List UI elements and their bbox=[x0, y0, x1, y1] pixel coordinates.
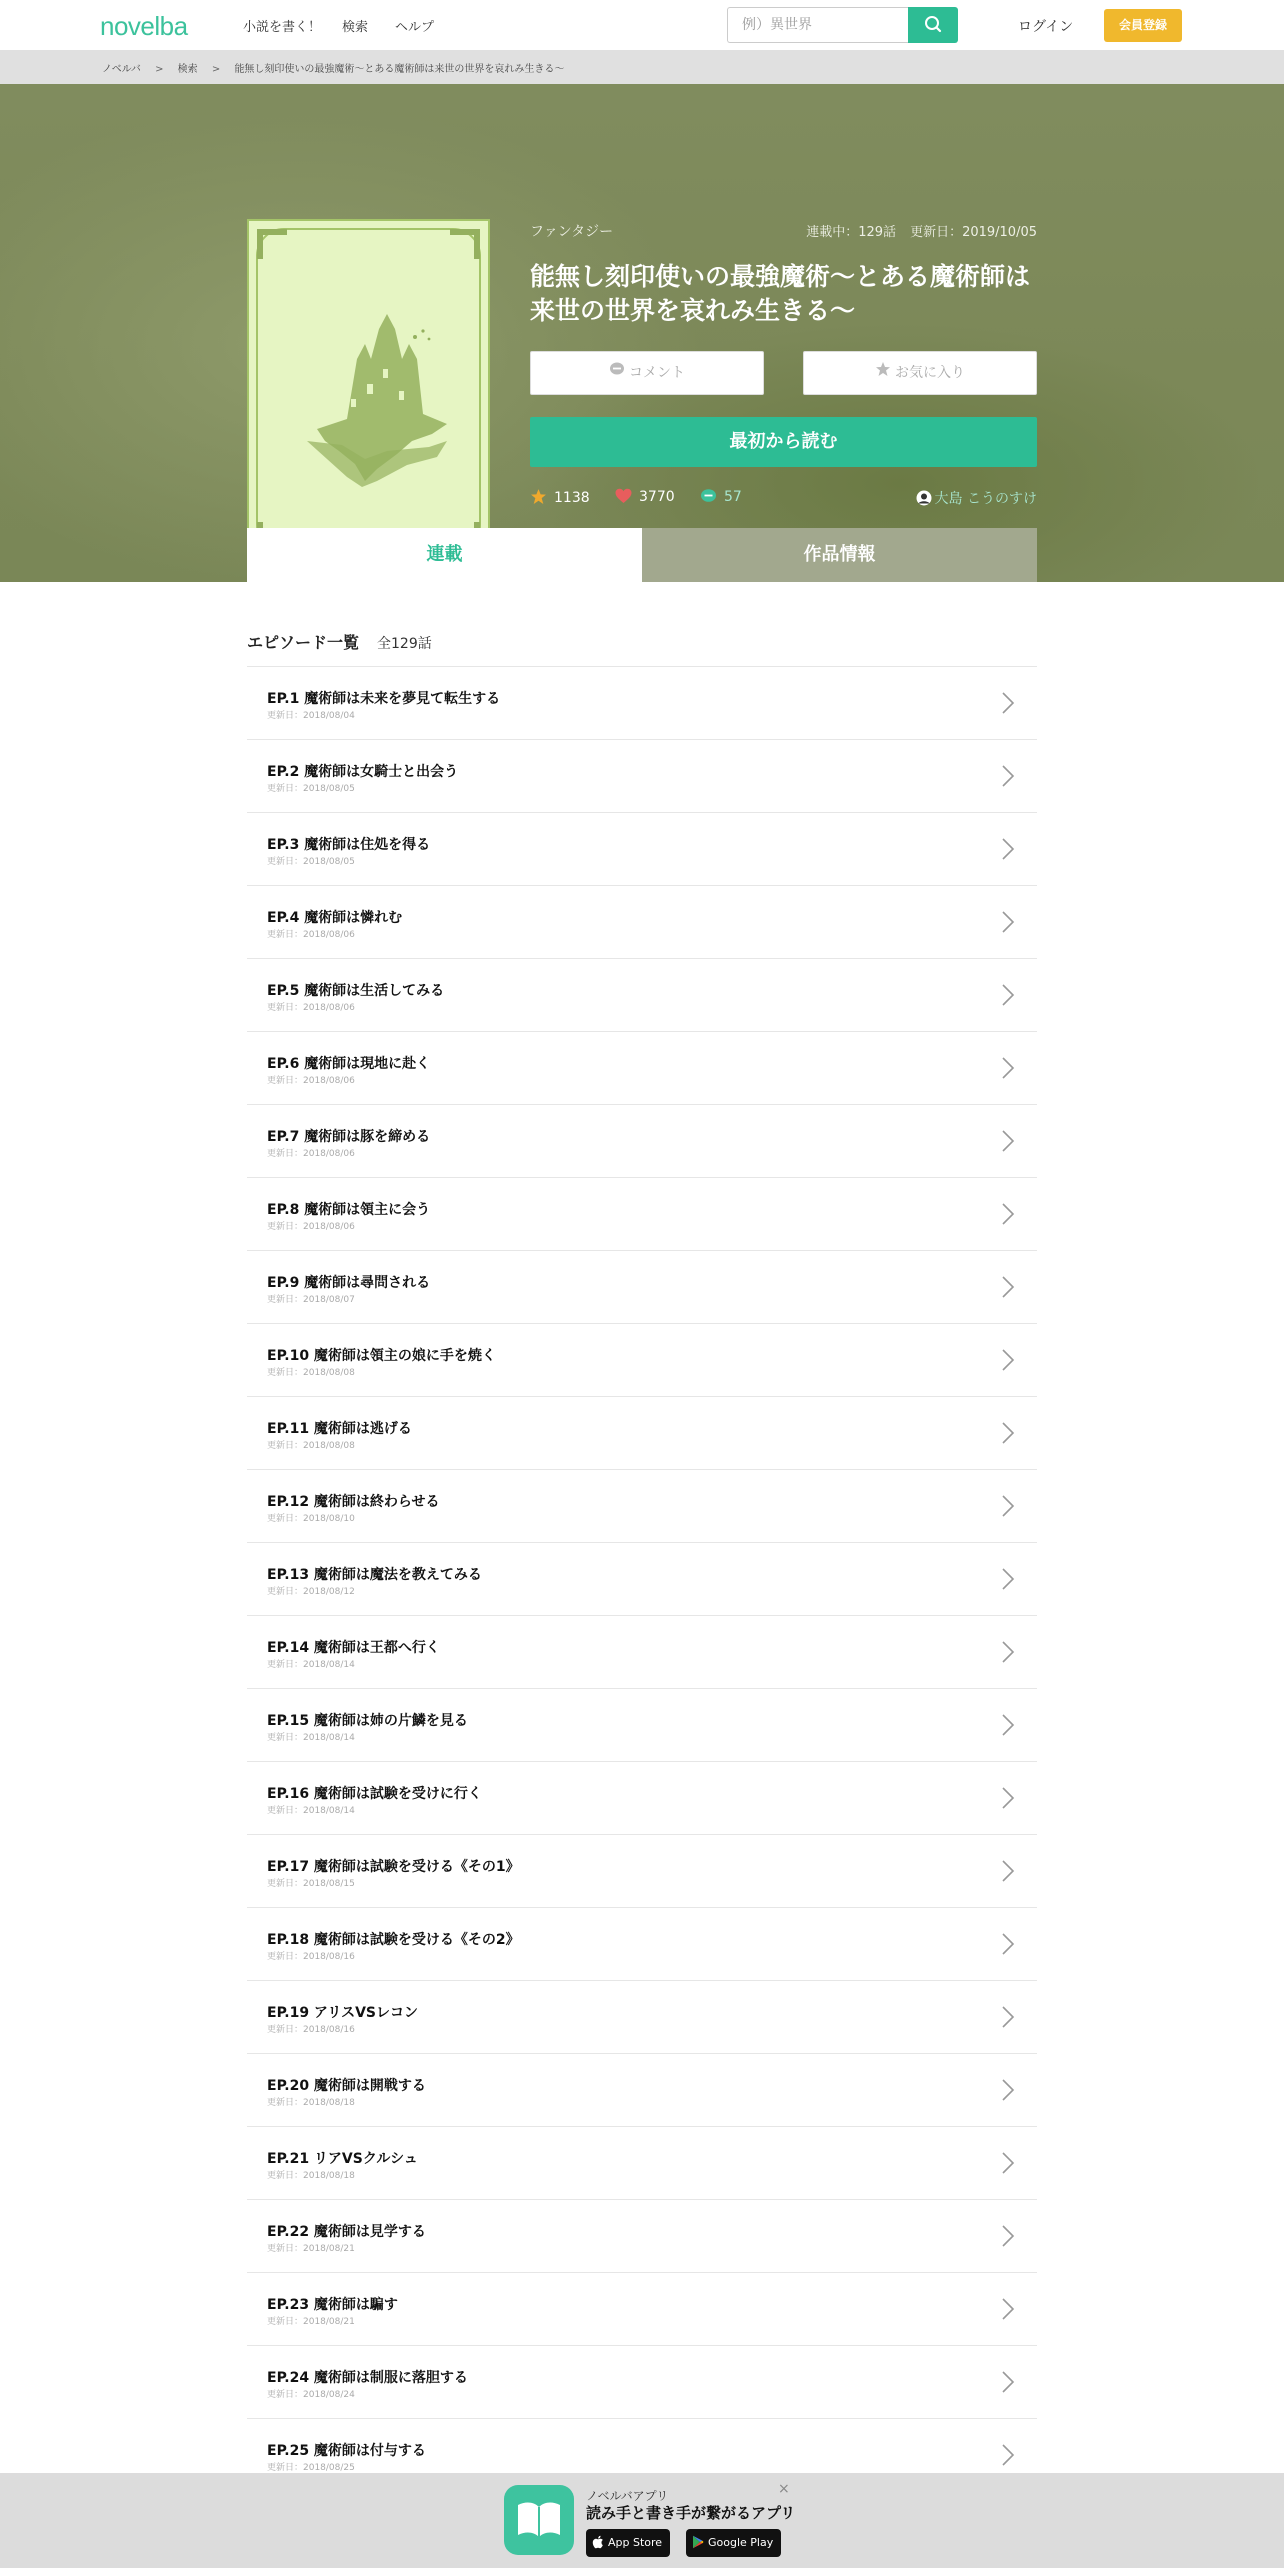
novelba-app-icon[interactable] bbox=[504, 2485, 574, 2555]
episode-list-header bbox=[247, 630, 432, 653]
episode-row[interactable] bbox=[247, 740, 1037, 813]
episode-updated-date: 更新日：2018/08/05 bbox=[267, 857, 355, 867]
episode-updated-date: 更新日：2018/08/14 bbox=[267, 1806, 355, 1816]
genre-label: ファンタジー bbox=[530, 224, 614, 240]
breadcrumb-current: 能無し刻印使いの最強魔術〜とある魔術師は来世の世界を哀れみ生きる〜 bbox=[234, 64, 565, 75]
episode-title: EP.22 魔術師は見学する bbox=[267, 2224, 426, 2240]
serial-status bbox=[800, 221, 1037, 240]
episode-title: EP.20 魔術師は開戦する bbox=[267, 2078, 426, 2094]
episode-updated-date: 更新日：2018/08/10 bbox=[267, 1514, 355, 1524]
work-hero bbox=[0, 84, 1284, 582]
episode-title: EP.1 魔術師は未来を夢見て転生する bbox=[267, 691, 501, 707]
episode-updated-date: 更新日：2018/08/21 bbox=[267, 2244, 355, 2254]
stat-hearts bbox=[615, 488, 675, 508]
updated-date: 更新日：2019/10/05 bbox=[910, 225, 1037, 240]
episode-row[interactable] bbox=[247, 886, 1037, 959]
heart-icon bbox=[615, 488, 632, 508]
author-avatar-icon bbox=[916, 490, 932, 510]
episode-row[interactable] bbox=[247, 1470, 1037, 1543]
chevron-right-icon bbox=[995, 1348, 1019, 1372]
chevron-right-icon bbox=[995, 2078, 1019, 2102]
episode-updated-date: 更新日：2018/08/06 bbox=[267, 1076, 355, 1086]
google-play-label: Google Play bbox=[708, 2536, 774, 2549]
login-link[interactable]: ログイン bbox=[1018, 19, 1074, 35]
breadcrumb-home[interactable]: ノベルバ bbox=[102, 64, 141, 75]
episode-updated-date: 更新日：2018/08/16 bbox=[267, 2025, 355, 2035]
chevron-right-icon bbox=[995, 2224, 1019, 2248]
episode-title: EP.10 魔術師は領主の娘に手を焼く bbox=[267, 1348, 496, 1364]
episode-title: EP.2 魔術師は女騎士と出会う bbox=[267, 764, 459, 780]
comment-button[interactable] bbox=[530, 351, 764, 395]
castle-illustration bbox=[247, 219, 490, 562]
comments-count: 57 bbox=[724, 489, 742, 505]
episode-updated-date: 更新日：2018/08/06 bbox=[267, 1003, 355, 1013]
comment-button-label: コメント bbox=[629, 365, 685, 381]
episode-updated-date: 更新日：2018/08/25 bbox=[267, 2463, 355, 2473]
episode-row[interactable] bbox=[247, 1616, 1037, 1689]
episode-updated-date: 更新日：2018/08/21 bbox=[267, 2317, 355, 2327]
episode-updated-date: 更新日：2018/08/06 bbox=[267, 1149, 355, 1159]
episode-title: EP.21 リアVSクルシュ bbox=[267, 2151, 418, 2167]
breadcrumb-separator: > bbox=[155, 64, 164, 75]
top-navbar bbox=[0, 0, 1284, 50]
episode-row[interactable] bbox=[247, 2273, 1037, 2346]
episode-updated-date: 更新日：2018/08/14 bbox=[267, 1733, 355, 1743]
chevron-right-icon bbox=[995, 691, 1019, 715]
episode-updated-date: 更新日：2018/08/12 bbox=[267, 1587, 355, 1597]
work-title: 能無し刻印使いの最強魔術〜とある魔術師は来世の世界を哀れみ生きる〜 bbox=[530, 262, 1031, 325]
chevron-right-icon bbox=[995, 2297, 1019, 2321]
chevron-right-icon bbox=[995, 2005, 1019, 2029]
star-outline-icon bbox=[875, 352, 891, 394]
comment-bubble-icon bbox=[700, 488, 717, 508]
episode-list bbox=[247, 666, 1037, 2492]
chevron-right-icon bbox=[995, 1713, 1019, 1737]
episode-title: EP.19 アリスVSレコン bbox=[267, 2005, 419, 2021]
episode-row[interactable] bbox=[247, 1324, 1037, 1397]
episode-row[interactable] bbox=[247, 1543, 1037, 1616]
app-download-banner bbox=[0, 2473, 1284, 2568]
chevron-right-icon bbox=[995, 1494, 1019, 1518]
tab-serial[interactable]: 連載 bbox=[247, 528, 642, 582]
episode-updated-date: 更新日：2018/08/18 bbox=[267, 2098, 355, 2108]
app-store-button[interactable] bbox=[586, 2529, 670, 2557]
favorite-button[interactable] bbox=[803, 351, 1037, 395]
chevron-right-icon bbox=[995, 1202, 1019, 1226]
breadcrumb-separator: > bbox=[211, 64, 221, 75]
episode-updated-date: 更新日：2018/08/18 bbox=[267, 2171, 355, 2181]
episode-updated-date: 更新日：2018/08/04 bbox=[267, 711, 355, 721]
close-banner-button[interactable]: × bbox=[778, 2481, 790, 2497]
episode-row[interactable] bbox=[247, 2346, 1037, 2419]
episode-title: EP.3 魔術師は住処を得る bbox=[267, 837, 431, 853]
stat-comments bbox=[700, 488, 742, 508]
chevron-right-icon bbox=[995, 1640, 1019, 1664]
episode-count-status: 連載中：129話 bbox=[806, 225, 897, 240]
episode-updated-date: 更新日：2018/08/06 bbox=[267, 930, 355, 940]
episode-title: EP.7 魔術師は豚を締める bbox=[267, 1129, 431, 1145]
episode-title: EP.4 魔術師は憐れむ bbox=[267, 910, 403, 926]
novelba-logo[interactable]: novelba bbox=[100, 11, 188, 41]
episode-row[interactable] bbox=[247, 2127, 1037, 2200]
chevron-right-icon bbox=[995, 1786, 1019, 1810]
nav-write-novel[interactable]: 小説を書く！ bbox=[243, 20, 322, 35]
search-input[interactable]: 例）異世界 bbox=[727, 7, 909, 43]
chevron-right-icon bbox=[995, 2443, 1019, 2467]
author-name: 大島 こうのすけ bbox=[934, 491, 1037, 507]
chevron-right-icon bbox=[995, 2370, 1019, 2394]
chevron-right-icon bbox=[995, 764, 1019, 788]
chevron-right-icon bbox=[995, 1567, 1019, 1591]
episode-row[interactable] bbox=[247, 1762, 1037, 1835]
nav-help[interactable]: ヘルプ bbox=[395, 20, 435, 35]
app-tagline: 読み手と書き手が繋がるアプリ bbox=[586, 2504, 796, 2522]
episode-title: EP.5 魔術師は生活してみる bbox=[267, 983, 445, 999]
episode-title: EP.23 魔術師は騙す bbox=[267, 2297, 398, 2313]
read-from-start-button[interactable]: 最初から読む bbox=[530, 417, 1037, 467]
chevron-right-icon bbox=[995, 2151, 1019, 2175]
episode-updated-date: 更新日：2018/08/15 bbox=[267, 1879, 355, 1889]
episode-row[interactable] bbox=[247, 1835, 1037, 1908]
app-name: ノベルバアプリ bbox=[586, 2489, 669, 2503]
comment-icon bbox=[609, 352, 625, 394]
episode-row[interactable] bbox=[247, 813, 1037, 886]
episode-updated-date: 更新日：2018/08/14 bbox=[267, 1660, 355, 1670]
chevron-right-icon bbox=[995, 983, 1019, 1007]
apple-icon bbox=[592, 2532, 604, 2560]
episode-total-count: 全129話 bbox=[377, 636, 432, 652]
register-button[interactable]: 会員登録 bbox=[1104, 9, 1182, 42]
episode-updated-date: 更新日：2018/08/08 bbox=[267, 1441, 355, 1451]
author-link[interactable] bbox=[915, 488, 1037, 510]
chevron-right-icon bbox=[995, 910, 1019, 934]
chevron-right-icon bbox=[995, 837, 1019, 861]
star-icon bbox=[530, 488, 547, 509]
nav-search[interactable]: 検索 bbox=[342, 20, 369, 35]
breadcrumb-search[interactable]: 検索 bbox=[177, 64, 198, 75]
episode-row[interactable] bbox=[247, 959, 1037, 1032]
episode-updated-date: 更新日：2018/08/16 bbox=[267, 1952, 355, 1962]
google-play-button[interactable] bbox=[686, 2529, 781, 2557]
episode-title: EP.15 魔術師は姉の片鱗を見る bbox=[267, 1713, 468, 1729]
episode-title: EP.8 魔術師は領主に会う bbox=[267, 1202, 431, 1218]
episode-updated-date: 更新日：2018/08/08 bbox=[267, 1368, 355, 1378]
episode-row[interactable] bbox=[247, 2054, 1037, 2127]
episode-updated-date: 更新日：2018/08/05 bbox=[267, 784, 355, 794]
episode-title: EP.18 魔術師は試験を受ける《その2》 bbox=[267, 1932, 520, 1948]
stat-stars bbox=[530, 488, 590, 509]
chevron-right-icon bbox=[995, 1421, 1019, 1445]
episode-row[interactable] bbox=[247, 1908, 1037, 1981]
episode-row[interactable] bbox=[247, 667, 1037, 740]
hearts-count: 3770 bbox=[639, 489, 675, 505]
episode-title: EP.24 魔術師は制服に落胆する bbox=[267, 2370, 468, 2386]
book-cover bbox=[247, 219, 490, 562]
chevron-right-icon bbox=[995, 1275, 1019, 1299]
episode-title: EP.17 魔術師は試験を受ける《その1》 bbox=[267, 1859, 520, 1875]
episode-row[interactable] bbox=[247, 1105, 1037, 1178]
episode-updated-date: 更新日：2018/08/07 bbox=[267, 1295, 355, 1305]
search-button[interactable] bbox=[908, 7, 958, 43]
tab-work-info[interactable]: 作品情報 bbox=[642, 528, 1037, 582]
favorite-button-label: お気に入り bbox=[895, 365, 965, 381]
chevron-right-icon bbox=[995, 1129, 1019, 1153]
episode-title: EP.12 魔術師は終わらせる bbox=[267, 1494, 440, 1510]
episode-row[interactable] bbox=[247, 1251, 1037, 1324]
episode-title: EP.16 魔術師は試験を受けに行く bbox=[267, 1786, 482, 1802]
episode-row[interactable] bbox=[247, 1981, 1037, 2054]
episode-title: EP.9 魔術師は尋問される bbox=[267, 1275, 431, 1291]
chevron-right-icon bbox=[995, 1932, 1019, 1956]
episode-row[interactable] bbox=[247, 2200, 1037, 2273]
episode-row[interactable] bbox=[247, 1178, 1037, 1251]
breadcrumb bbox=[0, 50, 1284, 84]
episode-title: EP.25 魔術師は付与する bbox=[267, 2443, 426, 2459]
stars-count: 1138 bbox=[554, 490, 590, 506]
episode-list-title: エピソード一覧 bbox=[247, 633, 360, 652]
google-play-icon bbox=[692, 2532, 704, 2560]
episode-updated-date: 更新日：2018/08/06 bbox=[267, 1222, 355, 1232]
episode-title: EP.13 魔術師は魔法を教えてみる bbox=[267, 1567, 482, 1583]
episode-row[interactable] bbox=[247, 1397, 1037, 1470]
episode-updated-date: 更新日：2018/08/24 bbox=[267, 2390, 355, 2400]
chevron-right-icon bbox=[995, 1056, 1019, 1080]
search-icon bbox=[908, 7, 958, 43]
episode-row[interactable] bbox=[247, 1032, 1037, 1105]
episode-title: EP.11 魔術師は逃げる bbox=[267, 1421, 412, 1437]
episode-title: EP.6 魔術師は現地に赴く bbox=[267, 1056, 431, 1072]
episode-title: EP.14 魔術師は王都へ行く bbox=[267, 1640, 440, 1656]
chevron-right-icon bbox=[995, 1859, 1019, 1883]
episode-row[interactable] bbox=[247, 1689, 1037, 1762]
app-store-label: App Store bbox=[608, 2536, 663, 2549]
